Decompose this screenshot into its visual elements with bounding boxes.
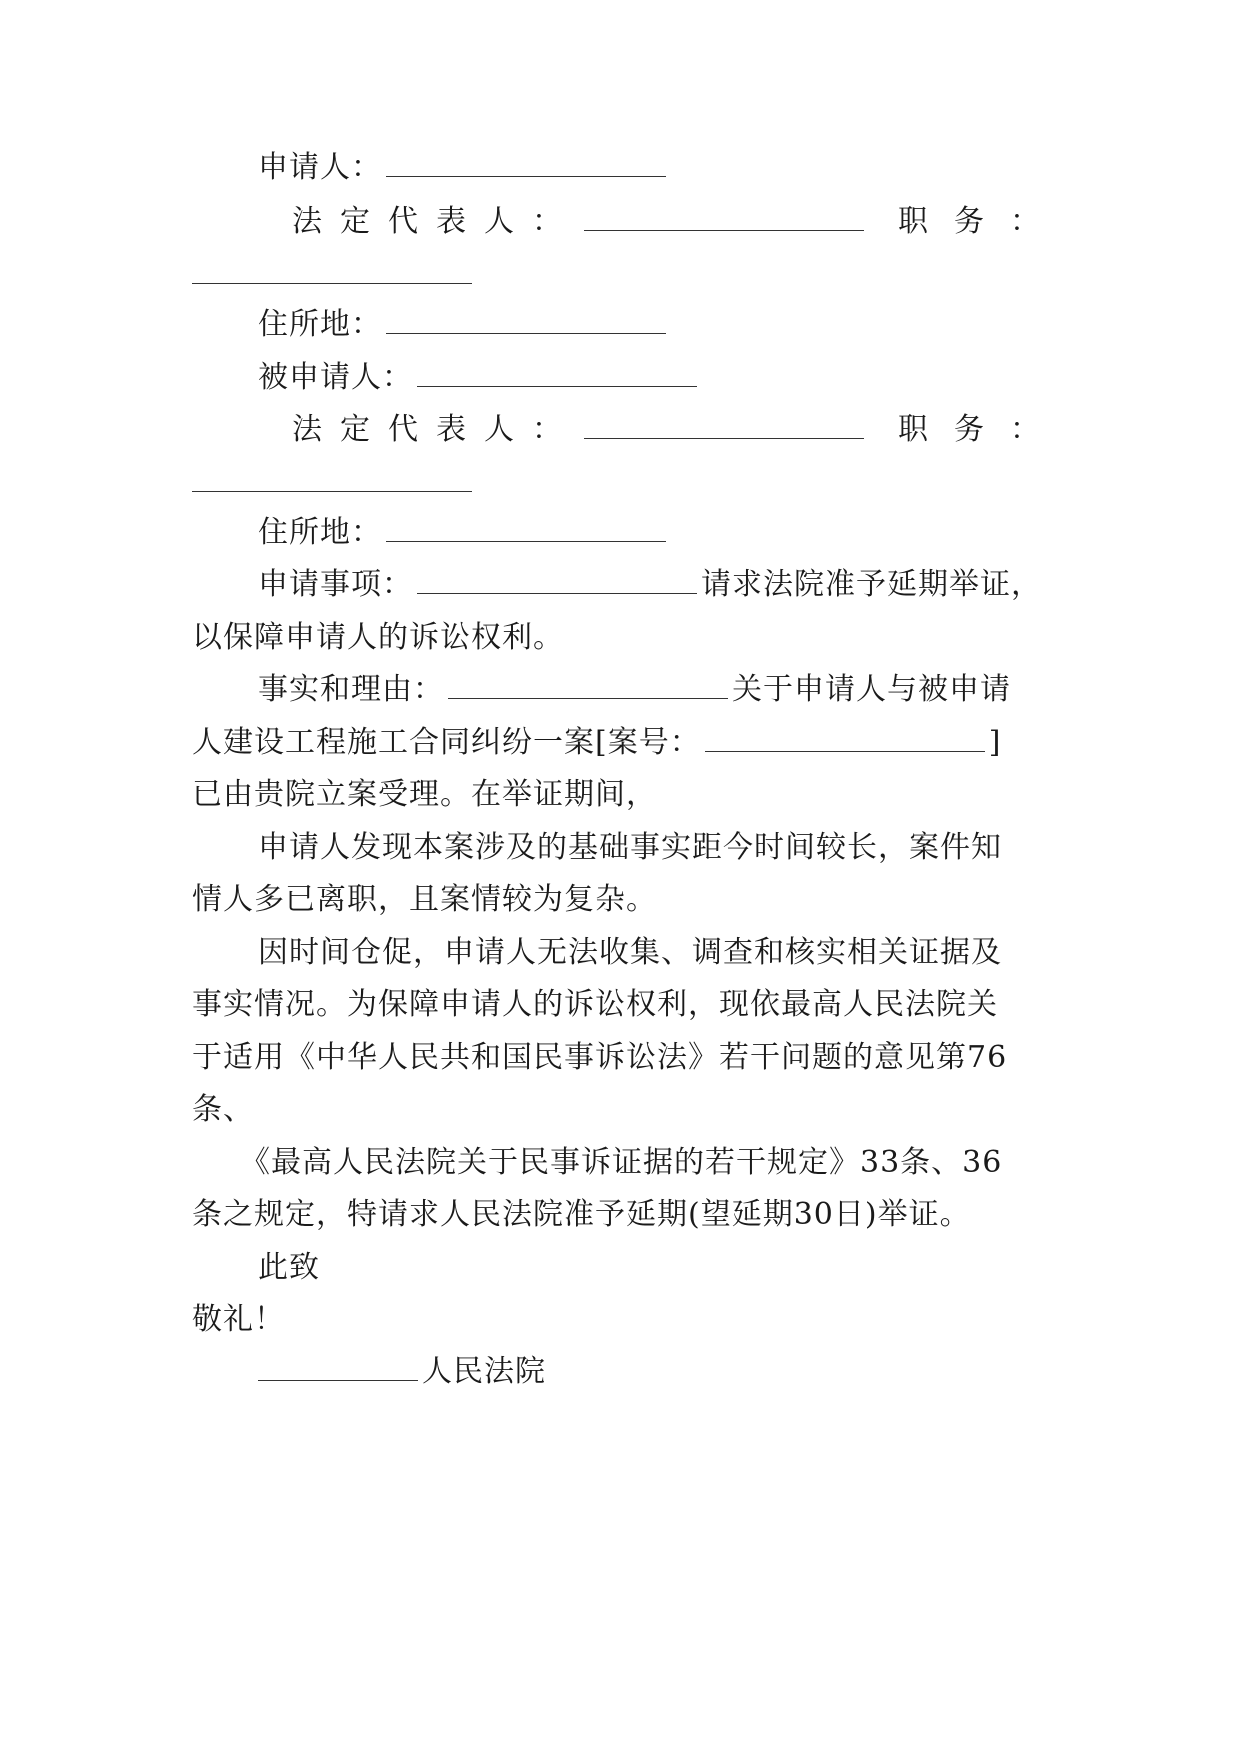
court-line: [0, 1352, 1241, 1392]
para2-line-1: [0, 828, 1241, 868]
matter-text-2: 以保障申请人的诉讼权利。: [192, 620, 564, 655]
applicant-legal-rep-line: [0, 202, 1241, 242]
respondent-label: 被申请人：: [258, 360, 413, 395]
matter-line: [0, 565, 1241, 605]
closing-line-2: [0, 1300, 1241, 1340]
applicant-position-line: [0, 255, 1241, 295]
para2-text-1: 申请人发现本案涉及的基础事实距今时间较长，案件知: [258, 830, 1002, 865]
position-label: 职务：: [898, 204, 1066, 239]
address-blank[interactable]: [386, 307, 666, 334]
closing-line-1: [0, 1248, 1241, 1288]
facts-text-2-end: ]: [988, 725, 1002, 760]
para4-text-1: 《最高人民法院关于民事诉证据的若干规定》33条、36: [240, 1145, 1003, 1180]
para4-text-2: 条之规定，特请求人民法院准予延期(望延期30日)举证。: [192, 1197, 971, 1232]
case-number-blank[interactable]: [705, 725, 985, 752]
para4-line-2: [0, 1195, 1241, 1235]
para2-text-2: 情人多已离职，且案情较为复杂。: [192, 882, 657, 917]
para3-text-3: 于适用《中华人民共和国民事诉讼法》若干问题的意见第76: [192, 1040, 1008, 1075]
respondent-position-line: [0, 463, 1241, 503]
matter-label: 申请事项：: [258, 567, 413, 602]
closing-text-1: 此致: [258, 1250, 320, 1285]
applicant-blank[interactable]: [386, 150, 666, 177]
address-label: 住所地：: [258, 307, 382, 342]
respondent-line: [0, 358, 1241, 398]
respondent-position-blank[interactable]: [192, 465, 472, 492]
closing-text-2: 敬礼！: [192, 1302, 285, 1337]
matter-blank[interactable]: [417, 567, 697, 594]
applicant-address-line: [0, 305, 1241, 345]
respondent-legal-rep-line: [0, 410, 1241, 450]
facts-line-3: [0, 775, 1241, 815]
facts-text-2: 人建设工程施工合同纠纷一案[案号：: [192, 725, 701, 760]
respondent-position-label: 职务：: [898, 412, 1066, 447]
para3-text-1: 因时间仓促，申请人无法收集、调查和核实相关证据及: [258, 935, 1002, 970]
para3-line-3: [0, 1038, 1241, 1078]
facts-blank[interactable]: [448, 672, 728, 699]
respondent-address-label: 住所地：: [258, 515, 382, 550]
para3-text-4: 条、: [192, 1092, 254, 1127]
matter-line-2: [0, 618, 1241, 658]
para4-line-1: [0, 1143, 1241, 1183]
para3-line-4: [0, 1090, 1241, 1130]
respondent-address-line: [0, 513, 1241, 553]
applicant-line: [0, 148, 1241, 188]
respondent-legal-rep-blank[interactable]: [584, 412, 864, 439]
position-blank[interactable]: [192, 257, 472, 284]
legal-rep-label: 法定代表人：: [292, 204, 580, 239]
para3-line-1: [0, 933, 1241, 973]
respondent-legal-rep-label: 法定代表人：: [292, 412, 580, 447]
facts-line-2: [0, 723, 1241, 763]
court-name-blank[interactable]: [258, 1354, 418, 1381]
facts-text-3: 已由贵院立案受理。在举证期间，: [192, 777, 657, 812]
matter-text: 请求法院准予延期举证，: [701, 567, 1042, 602]
facts-text-1: 关于申请人与被申请: [732, 672, 1011, 707]
facts-label: 事实和理由：: [258, 672, 444, 707]
respondent-blank[interactable]: [417, 360, 697, 387]
court-suffix: 人民法院: [422, 1354, 546, 1389]
para2-line-2: [0, 880, 1241, 920]
facts-line: [0, 670, 1241, 710]
applicant-label: 申请人：: [258, 150, 382, 185]
respondent-address-blank[interactable]: [386, 515, 666, 542]
para3-line-2: [0, 985, 1241, 1025]
legal-rep-blank[interactable]: [584, 204, 864, 231]
para3-text-2: 事实情况。为保障申请人的诉讼权利，现依最高人民法院关: [192, 987, 998, 1022]
